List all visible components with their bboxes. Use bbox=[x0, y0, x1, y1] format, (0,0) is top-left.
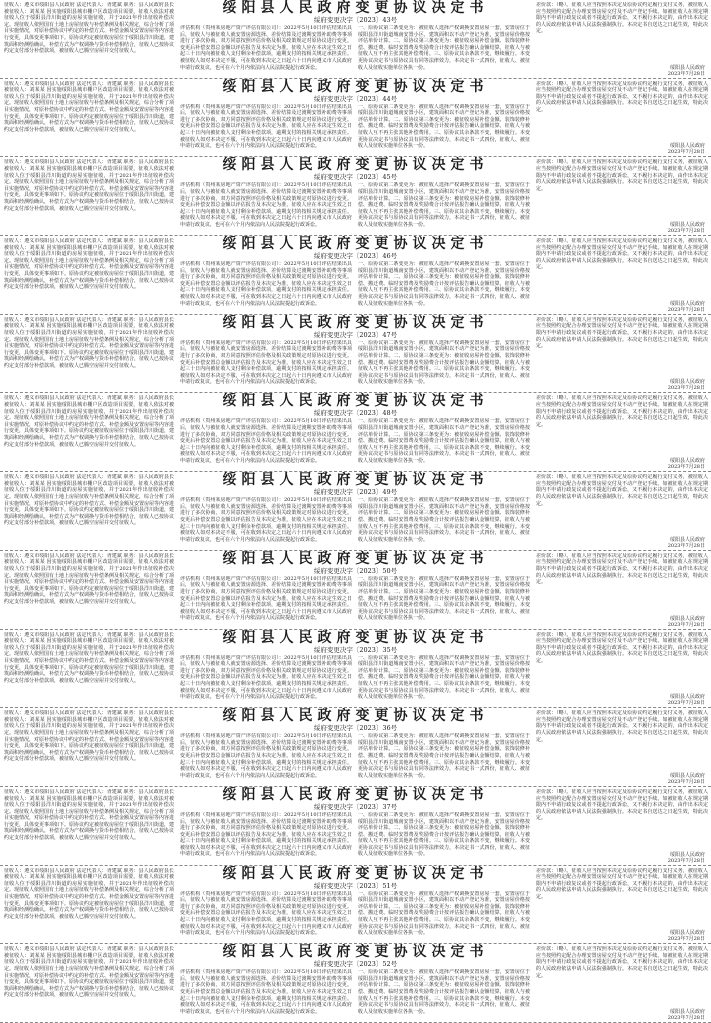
notice-body-col-1: 征收人：遵义市绥阳县人民政府 法定代表人：胥建斌 职务：县人民政府县长 被征收人：刘某某 因实施绥阳县城市棚户区改造项目需要，征收人依法对被征收人位于绥阳县洋川街道的房屋实施征收，并于2021年作出征收补偿决定。现征收人依照国有土地上房屋征收与补偿条例及相关规定，综合分析了项目实施情况，对原补偿协议中约定的补偿方式、补偿金额及安置房屋等内容进行变更，具体变更事项如下。原协议约定被征收房屋位于绥阳县洋川街道，建筑面积经测绘确认，补偿方式为产权调换与货币补偿相结合，征收人已按协议约定支付部分补偿款项，被征收人已腾空房屋并交付征收人。 bbox=[4, 946, 174, 999]
notice-title: 绥阳县人民政府变更协议决定书 bbox=[222, 944, 489, 961]
notice-body-col-1: 征收人：遵义市绥阳县人民政府 法定代表人：胥建斌 职务：县人民政府县长 被征收人：刘某某 因实施绥阳县城市棚户区改造项目需要，征收人依法对被征收人位于绥阳县洋川街道的房屋实施征收，并于2021年作出征收补偿决定。现征收人依照国有土地上房屋征收与补偿条例及相关规定，综合分析了项目实施情况，对原补偿协议中约定的补偿方式、补偿金额及安置房屋等内容进行变更，具体变更事项如下。原协议约定被征收房屋位于绥阳县洋川街道，建筑面积经测绘确认，补偿方式为产权调换与货币补偿相结合，征收人已按协议约定支付部分补偿款项，被征收人已腾空房屋并交付征收人。 bbox=[4, 710, 174, 763]
notice-body-col-3: 一、原协议第二条变更为：被征收人选择产权调换安置房屋一套，安置房位于绥阳县洋川街道城南安置小区，建筑面积以不动产登记为准，安置房屋价格按评估单价计算。二、原协议第三条变更为：被征收房屋补偿金额、装饰装修补偿、搬迁费、临时安置费及奖励费合计按评估报告确认金额结算，征收人与被征收人互不再主张其他补偿费用。三、原协议其余条款不变，继续履行。本变更协议决定书与原协议具有同等法律效力，本决定书一式四份，征收人、被征收人及征收实施单位各执一份。 bbox=[358, 890, 530, 936]
notice-body-col-3: 一、原协议第二条变更为：被征收人选择产权调换安置房屋一套，安置房位于绥阳县洋川街道城南安置小区，建筑面积以不动产登记为准，安置房屋价格按评估单价计算。二、原协议第三条变更为：被征收房屋补偿金额、装饰装修补偿、搬迁费、临时安置费及奖励费合计按评估报告确认金额结算，征收人与被征收人互不再主张其他补偿费用。三、原协议其余条款不变，继续履行。本变更协议决定书与原协议具有同等法律效力，本决定书一式四份，征收人、被征收人及征收实施单位各执一份。 bbox=[358, 339, 530, 385]
decision-notice bbox=[0, 157, 711, 236]
issue-date: 2023年7月28日 bbox=[667, 936, 705, 943]
notice-signature bbox=[666, 222, 705, 234]
notice-title: 绥阳县人民政府变更协议决定书 bbox=[222, 393, 489, 410]
notice-body-col-2: 评估机构（贵州某房地产资产评估有限公司）：2022年5月10日评估结果出具后，征收人与被征收人就安置房源选择、差价结算及过渡期安置补助费等事项进行了多次协商，双方同意按照评估价格及相关政策规定对原协议进行变更。变更后补偿安置总金额以评估报告及本决定为准，征收人应在本决定生效之日起三十日内向被征收人支付剩余补偿款项，逾期支付的按相关规定承担责任。被征收人如对本决定不服，可在收到本决定之日起六十日内向遵义市人民政府申请行政复议，也可在六个月内依法向人民法院提起行政诉讼。 bbox=[180, 103, 352, 149]
notice-number: 绥府变更决字〔2023〕46号 bbox=[313, 252, 398, 261]
notice-body-col-3: 一、原协议第二条变更为：被征收人选择产权调换安置房屋一套，安置房位于绥阳县洋川街道城南安置小区，建筑面积以不动产登记为准，安置房屋价格按评估单价计算。二、原协议第三条变更为：被征收房屋补偿金额、装饰装修补偿、搬迁费、临时安置费及奖励费合计按评估报告确认金额结算，征收人与被征收人互不再主张其他补偿费用。三、原协议其余条款不变，继续履行。本变更协议决定书与原协议具有同等法律效力，本决定书一式四份，征收人、被征收人及征收实施单位各执一份。 bbox=[358, 103, 530, 149]
notice-signature bbox=[666, 379, 705, 391]
notice-body-col-4: 差价款：（略）。征收人应当按照本决定及原协议约定履行支付义务，被征收人应当按照约定配合办理安置房屋交付及不动产登记手续。如被征收人在规定期限内不申请行政复议或者不提起行政诉讼，又不履行本决定的，由作出本决定的人民政府依法申请人民法院强制执行。本决定书自送达之日起生效，特此决定。 bbox=[536, 2, 708, 35]
notice-body-col-4: 差价款：（略）。征收人应当按照本决定及原协议约定履行支付义务，被征收人应当按照约定配合办理安置房屋交付及不动产登记手续。如被征收人在规定期限内不申请行政复议或者不提起行政诉讼，又不履行本决定的，由作出本决定的人民政府依法申请人民法院强制执行。本决定书自送达之日起生效，特此决定。 bbox=[536, 80, 708, 114]
notice-body-col-4: 差价款：（略）。征收人应当按照本决定及原协议约定履行支付义务，被征收人应当按照约定配合办理安置房屋交付及不动产登记手续。如被征收人在规定期限内不申请行政复议或者不提起行政诉讼，又不履行本决定的，由作出本决定的人民政府依法申请人民法院强制执行。本决定书自送达之日起生效，特此决定。 bbox=[536, 474, 708, 507]
issue-date: 2023年7月28日 bbox=[667, 228, 705, 235]
notice-body-col-3: 一、原协议第二条变更为：被征收人选择产权调换安置房屋一套，安置房位于绥阳县洋川街道城南安置小区，建筑面积以不动产登记为准，安置房屋价格按评估单价计算。二、原协议第三条变更为：被征收房屋补偿金额、装饰装修补偿、搬迁费、临时安置费及奖励费合计按评估报告确认金额结算，征收人与被征收人互不再主张其他补偿费用。三、原协议其余条款不变，继续履行。本变更协议决定书与原协议具有同等法律效力，本决定书一式四份，征收人、被征收人及征收实施单位各执一份。 bbox=[358, 25, 530, 70]
notice-body-col-3: 一、原协议第二条变更为：被征收人选择产权调换安置房屋一套，安置房位于绥阳县洋川街道城南安置小区，建筑面积以不动产登记为准，安置房屋价格按评估单价计算。二、原协议第三条变更为：被征收房屋补偿金额、装饰装修补偿、搬迁费、临时安置费及奖励费合计按评估报告确认金额结算，征收人与被征收人互不再主张其他补偿费用。三、原协议其余条款不变，继续履行。本变更协议决定书与原协议具有同等法律效力，本决定书一式四份，征收人、被征收人及征收实施单位各执一份。 bbox=[358, 182, 530, 228]
notice-body-col-3: 一、原协议第二条变更为：被征收人选择产权调换安置房屋一套，安置房位于绥阳县洋川街道城南安置小区，建筑面积以不动产登记为准，安置房屋价格按评估单价计算。二、原协议第三条变更为：被征收房屋补偿金额、装饰装修补偿、搬迁费、临时安置费及奖励费合计按评估报告确认金额结算，征收人与被征收人互不再主张其他补偿费用。三、原协议其余条款不变，继续履行。本变更协议决定书与原协议具有同等法律效力，本决定书一式四份，征收人、被征收人及征收实施单位各执一份。 bbox=[358, 575, 530, 621]
notice-body-col-2: 评估机构（贵州某房地产资产评估有限公司）：2022年5月10日评估结果出具后，征收人与被征收人就安置房源选择、差价结算及过渡期安置补助费等事项进行了多次协商，双方同意按照评估价格及相关政策规定对原协议进行变更。变更后补偿安置总金额以评估报告及本决定为准，征收人应在本决定生效之日起三十日内向被征收人支付剩余补偿款项，逾期支付的按相关规定承担责任。被征收人如对本决定不服，可在收到本决定之日起六十日内向遵义市人民政府申请行政复议，也可在六个月内依法向人民法院提起行政诉讼。 bbox=[180, 733, 352, 779]
issuer-name: 绥阳县人民政府 bbox=[669, 379, 705, 386]
issue-date: 2023年7月28日 bbox=[667, 1014, 705, 1021]
notice-body-col-4: 差价款：（略）。征收人应当按照本决定及原协议约定履行支付义务，被征收人应当按照约定配合办理安置房屋交付及不动产登记手续。如被征收人在规定期限内不申请行政复议或者不提起行政诉讼，又不履行本决定的，由作出本决定的人民政府依法申请人民法院强制执行。本决定书自送达之日起生效，特此决定。 bbox=[536, 867, 708, 900]
issue-date: 2023年7月28日 bbox=[667, 542, 705, 549]
notice-number: 绥府变更决字〔2023〕47号 bbox=[313, 330, 398, 339]
notice-body-col-2: 评估机构（贵州某房地产资产评估有限公司）：2022年5月10日评估结果出具后，征收人与被征收人就安置房源选择、差价结算及过渡期安置补助费等事项进行了多次协商，双方同意按照评估价格及相关政策规定对原协议进行变更。变更后补偿安置总金额以评估报告及本决定为准，征收人应在本决定生效之日起三十日内向被征收人支付剩余补偿款项，逾期支付的按相关规定承担责任。被征收人如对本决定不服，可在收到本决定之日起六十日内向遵义市人民政府申请行政复议，也可在六个月内依法向人民法院提起行政诉讼。 bbox=[180, 890, 352, 936]
issue-date: 2023年7月28日 bbox=[667, 700, 705, 707]
notice-body-col-2: 评估机构（贵州某房地产资产评估有限公司）：2022年5月10日评估结果出具后，征收人与被征收人就安置房源选择、差价结算及过渡期安置补助费等事项进行了多次协商，双方同意按照评估价格及相关政策规定对原协议进行变更。变更后补偿安置总金额以评估报告及本决定为准，征收人应在本决定生效之日起三十日内向被征收人支付剩余补偿款项，逾期支付的按相关规定承担责任。被征收人如对本决定不服，可在收到本决定之日起六十日内向遵义市人民政府申请行政复议，也可在六个月内依法向人民法院提起行政诉讼。 bbox=[180, 497, 352, 543]
issuer-name: 绥阳县人民政府 bbox=[669, 694, 705, 701]
issuer-name: 绥阳县人民政府 bbox=[669, 772, 705, 779]
notice-body-col-3: 一、原协议第二条变更为：被征收人选择产权调换安置房屋一套，安置房位于绥阳县洋川街道城南安置小区，建筑面积以不动产登记为准，安置房屋价格按评估单价计算。二、原协议第三条变更为：被征收房屋补偿金额、装饰装修补偿、搬迁费、临时安置费及奖励费合计按评估报告确认金额结算，征收人与被征收人互不再主张其他补偿费用。三、原协议其余条款不变，继续履行。本变更协议决定书与原协议具有同等法律效力，本决定书一式四份，征收人、被征收人及征收实施单位各执一份。 bbox=[358, 418, 530, 464]
notice-title: 绥阳县人民政府变更协议决定书 bbox=[222, 865, 489, 882]
notice-title: 绥阳县人民政府变更协议决定书 bbox=[222, 78, 489, 95]
notice-title: 绥阳县人民政府变更协议决定书 bbox=[222, 786, 489, 803]
issue-date: 2023年7月28日 bbox=[667, 778, 705, 785]
notice-signature bbox=[666, 694, 705, 706]
notice-body-col-3: 一、原协议第二条变更为：被征收人选择产权调换安置房屋一套，安置房位于绥阳县洋川街道城南安置小区，建筑面积以不动产登记为准，安置房屋价格按评估单价计算。二、原协议第三条变更为：被征收房屋补偿金额、装饰装修补偿、搬迁费、临时安置费及奖励费合计按评估报告确认金额结算，征收人与被征收人互不再主张其他补偿费用。三、原协议其余条款不变，继续履行。本变更协议决定书与原协议具有同等法律效力，本决定书一式四份，征收人、被征收人及征收实施单位各执一份。 bbox=[358, 497, 530, 543]
notice-number: 绥府变更决字〔2023〕45号 bbox=[313, 173, 398, 182]
notice-number: 绥府变更决字〔2023〕49号 bbox=[313, 488, 398, 497]
notice-signature bbox=[666, 1009, 705, 1021]
issuer-name: 绥阳县人民政府 bbox=[669, 536, 705, 543]
notice-body-col-3: 一、原协议第二条变更为：被征收人选择产权调换安置房屋一套，安置房位于绥阳县洋川街道城南安置小区，建筑面积以不动产登记为准，安置房屋价格按评估单价计算。二、原协议第三条变更为：被征收房屋补偿金额、装饰装修补偿、搬迁费、临时安置费及奖励费合计按评估报告确认金额结算，征收人与被征收人互不再主张其他补偿费用。三、原协议其余条款不变，继续履行。本变更协议决定书与原协议具有同等法律效力，本决定书一式四份，征收人、被征收人及征收实施单位各执一份。 bbox=[358, 654, 530, 700]
decision-notice bbox=[0, 236, 711, 315]
notice-title: 绥阳县人民政府变更协议决定书 bbox=[222, 314, 489, 331]
issue-date: 2023年7月28日 bbox=[667, 464, 705, 471]
notice-body-col-1: 征收人：遵义市绥阳县人民政府 法定代表人：胥建斌 职务：县人民政府县长 被征收人：刘某某 因实施绥阳县城市棚户区改造项目需要，征收人依法对被征收人位于绥阳县洋川街道的房屋实施征收，并于2021年作出征收补偿决定。现征收人依照国有土地上房屋征收与补偿条例及相关规定，综合分析了项目实施情况，对原补偿协议中约定的补偿方式、补偿金额及安置房屋等内容进行变更，具体变更事项如下。原协议约定被征收房屋位于绥阳县洋川街道，建筑面积经测绘确认，补偿方式为产权调换与货币补偿相结合，征收人已按协议约定支付部分补偿款项，被征收人已腾空房屋并交付征收人。 bbox=[4, 867, 174, 920]
notice-body-col-1: 征收人：遵义市绥阳县人民政府 法定代表人：胥建斌 职务：县人民政府县长 被征收人：刘某某 因实施绥阳县城市棚户区改造项目需要，征收人依法对被征收人位于绥阳县洋川街道的房屋实施征收，并于2021年作出征收补偿决定。现征收人依照国有土地上房屋征收与补偿条例及相关规定，综合分析了项目实施情况，对原补偿协议中约定的补偿方式、补偿金额及安置房屋等内容进行变更，具体变更事项如下。原协议约定被征收房屋位于绥阳县洋川街道，建筑面积经测绘确认，补偿方式为产权调换与货币补偿相结合，征收人已按协议约定支付部分补偿款项，被征收人已腾空房屋并交付征收人。 bbox=[4, 631, 174, 684]
notice-signature bbox=[666, 930, 705, 942]
notice-number: 绥府变更决字〔2023〕51号 bbox=[313, 881, 398, 890]
issuer-name: 绥阳县人民政府 bbox=[669, 64, 705, 71]
notice-body-col-3: 一、原协议第二条变更为：被征收人选择产权调换安置房屋一套，安置房位于绥阳县洋川街道城南安置小区，建筑面积以不动产登记为准，安置房屋价格按评估单价计算。二、原协议第三条变更为：被征收房屋补偿金额、装饰装修补偿、搬迁费、临时安置费及奖励费合计按评估报告确认金额结算，征收人与被征收人互不再主张其他补偿费用。三、原协议其余条款不变，继续履行。本变更协议决定书与原协议具有同等法律效力，本决定书一式四份，征收人、被征收人及征收实施单位各执一份。 bbox=[358, 261, 530, 307]
notice-title: 绥阳县人民政府变更协议决定书 bbox=[222, 0, 489, 16]
notice-title: 绥阳县人民政府变更协议决定书 bbox=[222, 157, 489, 174]
issuer-name: 绥阳县人民政府 bbox=[669, 1008, 705, 1015]
notice-number: 绥府变更决字〔2023〕35号 bbox=[313, 645, 398, 654]
issuer-name: 绥阳县人民政府 bbox=[669, 615, 705, 622]
decision-notice bbox=[0, 79, 711, 158]
notice-body-col-4: 差价款：（略）。征收人应当按照本决定及原协议约定履行支付义务，被征收人应当按照约定配合办理安置房屋交付及不动产登记手续。如被征收人在规定期限内不申请行政复议或者不提起行政诉讼，又不履行本决定的，由作出本决定的人民政府依法申请人民法院强制执行。本决定书自送达之日起生效，特此决定。 bbox=[536, 946, 708, 979]
notice-body-col-4: 差价款：（略）。征收人应当按照本决定及原协议约定履行支付义务，被征收人应当按照约定配合办理安置房屋交付及不动产登记手续。如被征收人在规定期限内不申请行政复议或者不提起行政诉讼，又不履行本决定的，由作出本决定的人民政府依法申请人民法院强制执行。本决定书自送达之日起生效，特此决定。 bbox=[536, 238, 708, 271]
notice-number: 绥府变更决字〔2023〕43号 bbox=[313, 16, 398, 24]
notice-title: 绥阳县人民政府变更协议决定书 bbox=[222, 236, 489, 253]
notice-title: 绥阳县人民政府变更协议决定书 bbox=[222, 472, 489, 489]
issue-date: 2023年7月28日 bbox=[667, 385, 705, 392]
notice-signature bbox=[666, 143, 705, 155]
notice-number: 绥府变更决字〔2023〕50号 bbox=[313, 566, 398, 575]
notice-signature bbox=[666, 65, 705, 77]
notice-signature bbox=[666, 458, 705, 470]
notice-body-col-1: 征收人：遵义市绥阳县人民政府 法定代表人：胥建斌 职务：县人民政府县长 被征收人：刘某某 因实施绥阳县城市棚户区改造项目需要，征收人依法对被征收人位于绥阳县洋川街道的房屋实施征收，并于2021年作出征收补偿决定。现征收人依照国有土地上房屋征收与补偿条例及相关规定，综合分析了项目实施情况，对原补偿协议中约定的补偿方式、补偿金额及安置房屋等内容进行变更，具体变更事项如下。原协议约定被征收房屋位于绥阳县洋川街道，建筑面积经测绘确认，补偿方式为产权调换与货币补偿相结合，征收人已按协议约定支付部分补偿款项，被征收人已腾空房屋并交付征收人。 bbox=[4, 552, 174, 605]
notice-title: 绥阳县人民政府变更协议决定书 bbox=[222, 629, 489, 646]
issuer-name: 绥阳县人民政府 bbox=[669, 222, 705, 229]
notice-body-col-1: 征收人：遵义市绥阳县人民政府 法定代表人：胥建斌 职务：县人民政府县长 被征收人：刘某某 因实施绥阳县城市棚户区改造项目需要，征收人依法对被征收人位于绥阳县洋川街道的房屋实施征收，并于2021年作出征收补偿决定。现征收人依照国有土地上房屋征收与补偿条例及相关规定，综合分析了项目实施情况，对原补偿协议中约定的补偿方式、补偿金额及安置房屋等内容进行变更，具体变更事项如下。原协议约定被征收房屋位于绥阳县洋川街道，建筑面积经测绘确认，补偿方式为产权调换与货币补偿相结合，征收人已按协议约定支付部分补偿款项，被征收人已腾空房屋并交付征收人。 bbox=[4, 395, 174, 448]
decision-notice bbox=[0, 787, 711, 866]
notice-signature bbox=[666, 616, 705, 628]
notice-body-col-3: 一、原协议第二条变更为：被征收人选择产权调换安置房屋一套，安置房位于绥阳县洋川街道城南安置小区，建筑面积以不动产登记为准，安置房屋价格按评估单价计算。二、原协议第三条变更为：被征收房屋补偿金额、装饰装修补偿、搬迁费、临时安置费及奖励费合计按评估报告确认金额结算，征收人与被征收人互不再主张其他补偿费用。三、原协议其余条款不变，继续履行。本变更协议决定书与原协议具有同等法律效力，本决定书一式四份，征收人、被征收人及征收实施单位各执一份。 bbox=[358, 969, 530, 1015]
issue-date: 2023年7月28日 bbox=[667, 149, 705, 156]
notice-body-col-1: 征收人：遵义市绥阳县人民政府 法定代表人：胥建斌 职务：县人民政府县长 被征收人：刘某某 因实施绥阳县城市棚户区改造项目需要，征收人依法对被征收人位于绥阳县洋川街道的房屋实施征收，并于2021年作出征收补偿决定。现征收人依照国有土地上房屋征收与补偿条例及相关规定，综合分析了项目实施情况，对原补偿协议中约定的补偿方式、补偿金额及安置房屋等内容进行变更，具体变更事项如下。原协议约定被征收房屋位于绥阳县洋川街道，建筑面积经测绘确认，补偿方式为产权调换与货币补偿相结合，征收人已按协议约定支付部分补偿款项，被征收人已腾空房屋并交付征收人。 bbox=[4, 788, 174, 842]
issuer-name: 绥阳县人民政府 bbox=[669, 851, 705, 858]
notice-body-col-2: 评估机构（贵州某房地产资产评估有限公司）：2022年5月10日评估结果出具后，征收人与被征收人就安置房源选择、差价结算及过渡期安置补助费等事项进行了多次协商，双方同意按照评估价格及相关政策规定对原协议进行变更。变更后补偿安置总金额以评估报告及本决定为准，征收人应在本决定生效之日起三十日内向被征收人支付剩余补偿款项，逾期支付的按相关规定承担责任。被征收人如对本决定不服，可在收到本决定之日起六十日内向遵义市人民政府申请行政复议，也可在六个月内依法向人民法院提起行政诉讼。 bbox=[180, 25, 352, 70]
notice-signature bbox=[666, 773, 705, 785]
issuer-name: 绥阳县人民政府 bbox=[669, 143, 705, 150]
notice-title: 绥阳县人民政府变更协议决定书 bbox=[222, 708, 489, 725]
decision-notice bbox=[0, 944, 711, 1023]
notice-number: 绥府变更决字〔2023〕52号 bbox=[313, 960, 398, 969]
notice-body-col-3: 一、原协议第二条变更为：被征收人选择产权调换安置房屋一套，安置房位于绥阳县洋川街道城南安置小区，建筑面积以不动产登记为准，安置房屋价格按评估单价计算。二、原协议第三条变更为：被征收房屋补偿金额、装饰装修补偿、搬迁费、临时安置费及奖励费合计按评估报告确认金额结算，征收人与被征收人互不再主张其他补偿费用。三、原协议其余条款不变，继续履行。本变更协议决定书与原协议具有同等法律效力，本决定书一式四份，征收人、被征收人及征收实施单位各执一份。 bbox=[358, 733, 530, 779]
notice-body-col-1: 征收人：遵义市绥阳县人民政府 法定代表人：胥建斌 职务：县人民政府县长 被征收人：刘某某 因实施绥阳县城市棚户区改造项目需要，征收人依法对被征收人位于绥阳县洋川街道的房屋实施征收，并于2021年作出征收补偿决定。现征收人依照国有土地上房屋征收与补偿条例及相关规定，综合分析了项目实施情况，对原补偿协议中约定的补偿方式、补偿金额及安置房屋等内容进行变更，具体变更事项如下。原协议约定被征收房屋位于绥阳县洋川街道，建筑面积经测绘确认，补偿方式为产权调换与货币补偿相结合，征收人已按协议约定支付部分补偿款项，被征收人已腾空房屋并交付征收人。 bbox=[4, 2, 174, 55]
notice-number: 绥府变更决字〔2023〕37号 bbox=[313, 802, 398, 811]
decision-notice bbox=[0, 708, 711, 787]
notice-body-col-2: 评估机构（贵州某房地产资产评估有限公司）：2022年5月10日评估结果出具后，征收人与被征收人就安置房源选择、差价结算及过渡期安置补助费等事项进行了多次协商，双方同意按照评估价格及相关政策规定对原协议进行变更。变更后补偿安置总金额以评估报告及本决定为准，征收人应在本决定生效之日起三十日内向被征收人支付剩余补偿款项，逾期支付的按相关规定承担责任。被征收人如对本决定不服，可在收到本决定之日起六十日内向遵义市人民政府申请行政复议，也可在六个月内依法向人民法院提起行政诉讼。 bbox=[180, 811, 352, 857]
notice-body-col-1: 征收人：遵义市绥阳县人民政府 法定代表人：胥建斌 职务：县人民政府县长 被征收人：刘某某 因实施绥阳县城市棚户区改造项目需要，征收人依法对被征收人位于绥阳县洋川街道的房屋实施征收，并于2021年作出征收补偿决定。现征收人依照国有土地上房屋征收与补偿条例及相关规定，综合分析了项目实施情况，对原补偿协议中约定的补偿方式、补偿金额及安置房屋等内容进行变更，具体变更事项如下。原协议约定被征收房屋位于绥阳县洋川街道，建筑面积经测绘确认，补偿方式为产权调换与货币补偿相结合，征收人已按协议约定支付部分补偿款项，被征收人已腾空房屋并交付征收人。 bbox=[4, 238, 174, 291]
issue-date: 2023年7月28日 bbox=[667, 621, 705, 628]
notice-body-col-2: 评估机构（贵州某房地产资产评估有限公司）：2022年5月10日评估结果出具后，征收人与被征收人就安置房源选择、差价结算及过渡期安置补助费等事项进行了多次协商，双方同意按照评估价格及相关政策规定对原协议进行变更。变更后补偿安置总金额以评估报告及本决定为准，征收人应在本决定生效之日起三十日内向被征收人支付剩余补偿款项，逾期支付的按相关规定承担责任。被征收人如对本决定不服，可在收到本决定之日起六十日内向遵义市人民政府申请行政复议，也可在六个月内依法向人民法院提起行政诉讼。 bbox=[180, 575, 352, 621]
notice-body-col-1: 征收人：遵义市绥阳县人民政府 法定代表人：胥建斌 职务：县人民政府县长 被征收人：刘某某 因实施绥阳县城市棚户区改造项目需要，征收人依法对被征收人位于绥阳县洋川街道的房屋实施征收，并于2021年作出征收补偿决定。现征收人依照国有土地上房屋征收与补偿条例及相关规定，综合分析了项目实施情况，对原补偿协议中约定的补偿方式、补偿金额及安置房屋等内容进行变更，具体变更事项如下。原协议约定被征收房屋位于绥阳县洋川街道，建筑面积经测绘确认，补偿方式为产权调换与货币补偿相结合，征收人已按协议约定支付部分补偿款项，被征收人已腾空房屋并交付征收人。 bbox=[4, 80, 174, 133]
decision-notice bbox=[0, 630, 711, 709]
decision-notice bbox=[0, 393, 711, 472]
issuer-name: 绥阳县人民政府 bbox=[669, 458, 705, 465]
notice-signature bbox=[666, 852, 705, 864]
issue-date: 2023年7月28日 bbox=[667, 857, 705, 864]
notice-body-col-2: 评估机构（贵州某房地产资产评估有限公司）：2022年5月10日评估结果出具后，征收人与被征收人就安置房源选择、差价结算及过渡期安置补助费等事项进行了多次协商，双方同意按照评估价格及相关政策规定对原协议进行变更。变更后补偿安置总金额以评估报告及本决定为准，征收人应在本决定生效之日起三十日内向被征收人支付剩余补偿款项，逾期支付的按相关规定承担责任。被征收人如对本决定不服，可在收到本决定之日起六十日内向遵义市人民政府申请行政复议，也可在六个月内依法向人民法院提起行政诉讼。 bbox=[180, 261, 352, 307]
notice-number: 绥府变更决字〔2023〕36号 bbox=[313, 724, 398, 733]
decision-notice bbox=[0, 866, 711, 945]
notice-body-col-4: 差价款：（略）。征收人应当按照本决定及原协议约定履行支付义务，被征收人应当按照约定配合办理安置房屋交付及不动产登记手续。如被征收人在规定期限内不申请行政复议或者不提起行政诉讼，又不履行本决定的，由作出本决定的人民政府依法申请人民法院强制执行。本决定书自送达之日起生效，特此决定。 bbox=[536, 710, 708, 743]
notice-number: 绥府变更决字〔2023〕44号 bbox=[313, 94, 398, 103]
notice-signature bbox=[666, 537, 705, 549]
notice-body-col-2: 评估机构（贵州某房地产资产评估有限公司）：2022年5月10日评估结果出具后，征收人与被征收人就安置房源选择、差价结算及过渡期安置补助费等事项进行了多次协商，双方同意按照评估价格及相关政策规定对原协议进行变更。变更后补偿安置总金额以评估报告及本决定为准，征收人应在本决定生效之日起三十日内向被征收人支付剩余补偿款项，逾期支付的按相关规定承担责任。被征收人如对本决定不服，可在收到本决定之日起六十日内向遵义市人民政府申请行政复议，也可在六个月内依法向人民法院提起行政诉讼。 bbox=[180, 654, 352, 700]
notice-body-col-2: 评估机构（贵州某房地产资产评估有限公司）：2022年5月10日评估结果出具后，征收人与被征收人就安置房源选择、差价结算及过渡期安置补助费等事项进行了多次协商，双方同意按照评估价格及相关政策规定对原协议进行变更。变更后补偿安置总金额以评估报告及本决定为准，征收人应在本决定生效之日起三十日内向被征收人支付剩余补偿款项，逾期支付的按相关规定承担责任。被征收人如对本决定不服，可在收到本决定之日起六十日内向遵义市人民政府申请行政复议，也可在六个月内依法向人民法院提起行政诉讼。 bbox=[180, 339, 352, 385]
issuer-name: 绥阳县人民政府 bbox=[669, 300, 705, 307]
notice-body-col-1: 征收人：遵义市绥阳县人民政府 法定代表人：胥建斌 职务：县人民政府县长 被征收人：刘某某 因实施绥阳县城市棚户区改造项目需要，征收人依法对被征收人位于绥阳县洋川街道的房屋实施征收，并于2021年作出征收补偿决定。现征收人依照国有土地上房屋征收与补偿条例及相关规定，综合分析了项目实施情况，对原补偿协议中约定的补偿方式、补偿金额及安置房屋等内容进行变更，具体变更事项如下。原协议约定被征收房屋位于绥阳县洋川街道，建筑面积经测绘确认，补偿方式为产权调换与货币补偿相结合，征收人已按协议约定支付部分补偿款项，被征收人已腾空房屋并交付征收人。 bbox=[4, 316, 174, 369]
notice-title: 绥阳县人民政府变更协议决定书 bbox=[222, 550, 489, 567]
notice-body-col-4: 差价款：（略）。征收人应当按照本决定及原协议约定履行支付义务，被征收人应当按照约定配合办理安置房屋交付及不动产登记手续。如被征收人在规定期限内不申请行政复议或者不提起行政诉讼，又不履行本决定的，由作出本决定的人民政府依法申请人民法院强制执行。本决定书自送达之日起生效，特此决定。 bbox=[536, 788, 708, 822]
notice-body-col-3: 一、原协议第二条变更为：被征收人选择产权调换安置房屋一套，安置房位于绥阳县洋川街道城南安置小区，建筑面积以不动产登记为准，安置房屋价格按评估单价计算。二、原协议第三条变更为：被征收房屋补偿金额、装饰装修补偿、搬迁费、临时安置费及奖励费合计按评估报告确认金额结算，征收人与被征收人互不再主张其他补偿费用。三、原协议其余条款不变，继续履行。本变更协议决定书与原协议具有同等法律效力，本决定书一式四份，征收人、被征收人及征收实施单位各执一份。 bbox=[358, 811, 530, 857]
issue-date: 2023年7月28日 bbox=[667, 306, 705, 313]
notice-body-col-2: 评估机构（贵州某房地产资产评估有限公司）：2022年5月10日评估结果出具后，征收人与被征收人就安置房源选择、差价结算及过渡期安置补助费等事项进行了多次协商，双方同意按照评估价格及相关政策规定对原协议进行变更。变更后补偿安置总金额以评估报告及本决定为准，征收人应在本决定生效之日起三十日内向被征收人支付剩余补偿款项，逾期支付的按相关规定承担责任。被征收人如对本决定不服，可在收到本决定之日起六十日内向遵义市人民政府申请行政复议，也可在六个月内依法向人民法院提起行政诉讼。 bbox=[180, 182, 352, 228]
notice-body-col-1: 征收人：遵义市绥阳县人民政府 法定代表人：胥建斌 职务：县人民政府县长 被征收人：刘某某 因实施绥阳县城市棚户区改造项目需要，征收人依法对被征收人位于绥阳县洋川街道的房屋实施征收，并于2021年作出征收补偿决定。现征收人依照国有土地上房屋征收与补偿条例及相关规定，综合分析了项目实施情况，对原补偿协议中约定的补偿方式、补偿金额及安置房屋等内容进行变更，具体变更事项如下。原协议约定被征收房屋位于绥阳县洋川街道，建筑面积经测绘确认，补偿方式为产权调换与货币补偿相结合，征收人已按协议约定支付部分补偿款项，被征收人已腾空房屋并交付征收人。 bbox=[4, 159, 174, 212]
notice-body-col-4: 差价款：（略）。征收人应当按照本决定及原协议约定履行支付义务，被征收人应当按照约定配合办理安置房屋交付及不动产登记手续。如被征收人在规定期限内不申请行政复议或者不提起行政诉讼，又不履行本决定的，由作出本决定的人民政府依法申请人民法院强制执行。本决定书自送达之日起生效，特此决定。 bbox=[536, 316, 708, 350]
decision-notice bbox=[0, 0, 711, 79]
notice-body-col-4: 差价款：（略）。征收人应当按照本决定及原协议约定履行支付义务，被征收人应当按照约定配合办理安置房屋交付及不动产登记手续。如被征收人在规定期限内不申请行政复议或者不提起行政诉讼，又不履行本决定的，由作出本决定的人民政府依法申请人民法院强制执行。本决定书自送达之日起生效，特此决定。 bbox=[536, 395, 708, 428]
notice-body-col-4: 差价款：（略）。征收人应当按照本决定及原协议约定履行支付义务，被征收人应当按照约定配合办理安置房屋交付及不动产登记手续。如被征收人在规定期限内不申请行政复议或者不提起行政诉讼，又不履行本决定的，由作出本决定的人民政府依法申请人民法院强制执行。本决定书自送达之日起生效，特此决定。 bbox=[536, 552, 708, 586]
notice-body-col-2: 评估机构（贵州某房地产资产评估有限公司）：2022年5月10日评估结果出具后，征收人与被征收人就安置房源选择、差价结算及过渡期安置补助费等事项进行了多次协商，双方同意按照评估价格及相关政策规定对原协议进行变更。变更后补偿安置总金额以评估报告及本决定为准，征收人应在本决定生效之日起三十日内向被征收人支付剩余补偿款项，逾期支付的按相关规定承担责任。被征收人如对本决定不服，可在收到本决定之日起六十日内向遵义市人民政府申请行政复议，也可在六个月内依法向人民法院提起行政诉讼。 bbox=[180, 969, 352, 1015]
notice-body-col-2: 评估机构（贵州某房地产资产评估有限公司）：2022年5月10日评估结果出具后，征收人与被征收人就安置房源选择、差价结算及过渡期安置补助费等事项进行了多次协商，双方同意按照评估价格及相关政策规定对原协议进行变更。变更后补偿安置总金额以评估报告及本决定为准，征收人应在本决定生效之日起三十日内向被征收人支付剩余补偿款项，逾期支付的按相关规定承担责任。被征收人如对本决定不服，可在收到本决定之日起六十日内向遵义市人民政府申请行政复议，也可在六个月内依法向人民法院提起行政诉讼。 bbox=[180, 418, 352, 464]
decision-notice bbox=[0, 551, 711, 630]
issue-date: 2023年7月28日 bbox=[667, 70, 705, 77]
notice-body-col-4: 差价款：（略）。征收人应当按照本决定及原协议约定履行支付义务，被征收人应当按照约定配合办理安置房屋交付及不动产登记手续。如被征收人在规定期限内不申请行政复议或者不提起行政诉讼，又不履行本决定的，由作出本决定的人民政府依法申请人民法院强制执行。本决定书自送达之日起生效，特此决定。 bbox=[536, 159, 708, 192]
notice-body-col-4: 差价款：（略）。征收人应当按照本决定及原协议约定履行支付义务，被征收人应当按照约定配合办理安置房屋交付及不动产登记手续。如被征收人在规定期限内不申请行政复议或者不提起行政诉讼，又不履行本决定的，由作出本决定的人民政府依法申请人民法院强制执行。本决定书自送达之日起生效，特此决定。 bbox=[536, 631, 708, 664]
issuer-name: 绥阳县人民政府 bbox=[669, 930, 705, 937]
notice-body-col-1: 征收人：遵义市绥阳县人民政府 法定代表人：胥建斌 职务：县人民政府县长 被征收人：刘某某 因实施绥阳县城市棚户区改造项目需要，征收人依法对被征收人位于绥阳县洋川街道的房屋实施征收，并于2021年作出征收补偿决定。现征收人依照国有土地上房屋征收与补偿条例及相关规定，综合分析了项目实施情况，对原补偿协议中约定的补偿方式、补偿金额及安置房屋等内容进行变更，具体变更事项如下。原协议约定被征收房屋位于绥阳县洋川街道，建筑面积经测绘确认，补偿方式为产权调换与货币补偿相结合，征收人已按协议约定支付部分补偿款项，被征收人已腾空房屋并交付征收人。 bbox=[4, 474, 174, 527]
decision-notice bbox=[0, 472, 711, 551]
notice-signature bbox=[666, 301, 705, 313]
decision-notice bbox=[0, 315, 711, 394]
notice-number: 绥府变更决字〔2023〕48号 bbox=[313, 409, 398, 418]
